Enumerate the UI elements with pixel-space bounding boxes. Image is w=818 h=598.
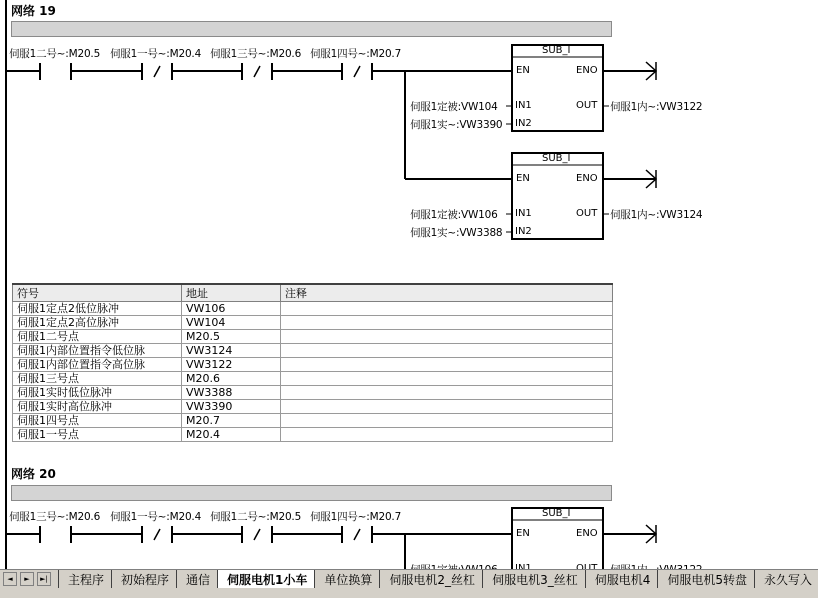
symbol-cell: 伺服1三号点 [13, 372, 182, 386]
contact-2-label[interactable]: 伺服1一号~:M20.4 [110, 48, 202, 60]
sub-i-box-2-in2: IN2 [515, 226, 532, 237]
column-header-comment[interactable]: 注释 [281, 284, 613, 302]
sub-i-box-2-in2-operand[interactable]: 伺服1实~:VW3388 [410, 227, 503, 239]
column-header-symbol[interactable]: 符号 [13, 284, 182, 302]
column-header-address[interactable]: 地址 [182, 284, 281, 302]
tab-permanent-write[interactable]: 永久写入 [754, 570, 818, 588]
comment-cell [281, 330, 613, 344]
address-cell: VW3122 [182, 358, 281, 372]
tab-list [58, 570, 818, 588]
address-cell: M20.6 [182, 372, 281, 386]
symbol-cell: 伺服1二号点 [13, 330, 182, 344]
symbol-cell: 伺服1实时高位脉冲 [13, 400, 182, 414]
symbol-table-header [13, 284, 613, 302]
tab-unit-conversion[interactable]: 单位换算 [314, 570, 379, 588]
address-cell: VW104 [182, 316, 281, 330]
tab-init-program[interactable]: 初始程序 [111, 570, 176, 588]
table-row[interactable] [13, 372, 613, 386]
contact-4-label[interactable]: 伺服1四号~:M20.7 [310, 48, 402, 60]
sub-i-box-2-en: EN [516, 173, 530, 184]
comment-cell [281, 316, 613, 330]
sub-i-box-2-eno: ENO [576, 173, 598, 184]
comment-cell [281, 372, 613, 386]
symbol-cell: 伺服1一号点 [13, 428, 182, 442]
sub-i-box-3-title[interactable]: SUB_I [542, 508, 571, 519]
sub-i-box-1-out-operand[interactable]: 伺服1内~:VW3122 [610, 101, 703, 113]
sub-i-box-1-in2-operand[interactable]: 伺服1实~:VW3390 [410, 119, 503, 131]
symbol-cell: 伺服1定点2低位脉冲 [13, 302, 182, 316]
address-cell: M20.7 [182, 414, 281, 428]
sub-i-box-3-eno: ENO [576, 528, 598, 539]
sub-i-box-1-en: EN [516, 65, 530, 76]
contact-3-label[interactable]: 伺服1二号~:M20.5 [210, 511, 302, 523]
sub-i-box-3-en: EN [516, 528, 530, 539]
address-cell: VW3388 [182, 386, 281, 400]
symbol-table [12, 283, 613, 442]
sub-i-box-2-in1: IN1 [515, 208, 532, 219]
tab-servo-2-screw[interactable]: 伺服电机2_丝杠 [379, 570, 482, 588]
symbol-cell: 伺服1实时低位脉冲 [13, 386, 182, 400]
scroll-end-button[interactable]: ►| [37, 572, 51, 586]
sub-i-box-1-title[interactable]: SUB_I [542, 45, 571, 56]
comment-cell [281, 400, 613, 414]
symbol-cell: 伺服1内部位置指令低位脉 [13, 344, 182, 358]
contact-4-label[interactable]: 伺服1四号~:M20.7 [310, 511, 402, 523]
contact-1-label[interactable]: 伺服1三号~:M20.6 [9, 511, 101, 523]
table-row[interactable] [13, 344, 613, 358]
network-20-comment[interactable] [11, 485, 612, 501]
address-cell: VW106 [182, 302, 281, 316]
comment-cell [281, 344, 613, 358]
sub-i-box-1-out: OUT [576, 100, 598, 111]
table-row[interactable] [13, 316, 613, 330]
table-row[interactable] [13, 330, 613, 344]
table-row[interactable] [13, 414, 613, 428]
address-cell: VW3390 [182, 400, 281, 414]
comment-cell [281, 358, 613, 372]
comment-cell [281, 428, 613, 442]
sub-i-box-2-title[interactable]: SUB_I [542, 153, 571, 164]
sub-i-box-1-in1: IN1 [515, 100, 532, 111]
comment-cell [281, 302, 613, 316]
comment-cell [281, 414, 613, 428]
sub-i-box-2-in1-operand[interactable]: 伺服1定被:VW106 [410, 209, 498, 221]
network-19-title[interactable]: 网络 19 [11, 4, 56, 18]
tab-servo-4[interactable]: 伺服电机4 [585, 570, 658, 588]
comment-cell [281, 386, 613, 400]
table-row[interactable] [13, 386, 613, 400]
symbol-cell: 伺服1内部位置指令高位脉 [13, 358, 182, 372]
sub-i-box-2-out-operand[interactable]: 伺服1内~:VW3124 [610, 209, 703, 221]
contact-1-label[interactable]: 伺服1二号~:M20.5 [9, 48, 101, 60]
sub-i-box-1-in2: IN2 [515, 118, 532, 129]
sub-i-box-1-in1-operand[interactable]: 伺服1定被:VW104 [410, 101, 498, 113]
table-row[interactable] [13, 400, 613, 414]
table-row[interactable] [13, 358, 613, 372]
address-cell: M20.4 [182, 428, 281, 442]
network-20-title[interactable]: 网络 20 [11, 467, 56, 481]
contact-3-label[interactable]: 伺服1三号~:M20.6 [210, 48, 302, 60]
scroll-left-button[interactable]: ◄ [3, 572, 17, 586]
tab-main-program[interactable]: 主程序 [58, 570, 111, 588]
scroll-right-button[interactable]: ► [20, 572, 34, 586]
sub-i-box-1-eno: ENO [576, 65, 598, 76]
symbol-cell: 伺服1定点2高位脉冲 [13, 316, 182, 330]
tab-communication[interactable]: 通信 [176, 570, 217, 588]
tab-servo-3-screw[interactable]: 伺服电机3_丝杠 [482, 570, 585, 588]
address-cell: M20.5 [182, 330, 281, 344]
table-row[interactable] [13, 428, 613, 442]
address-cell: VW3124 [182, 344, 281, 358]
tab-servo-5-turntable[interactable]: 伺服电机5转盘 [657, 570, 754, 588]
contact-2-label[interactable]: 伺服1一号~:M20.4 [110, 511, 202, 523]
tab-servo-1-cart[interactable]: 伺服电机1小车 [217, 570, 314, 588]
symbol-cell: 伺服1四号点 [13, 414, 182, 428]
sub-i-box-2-out: OUT [576, 208, 598, 219]
table-row[interactable] [13, 302, 613, 316]
program-tab-bar [0, 569, 818, 598]
